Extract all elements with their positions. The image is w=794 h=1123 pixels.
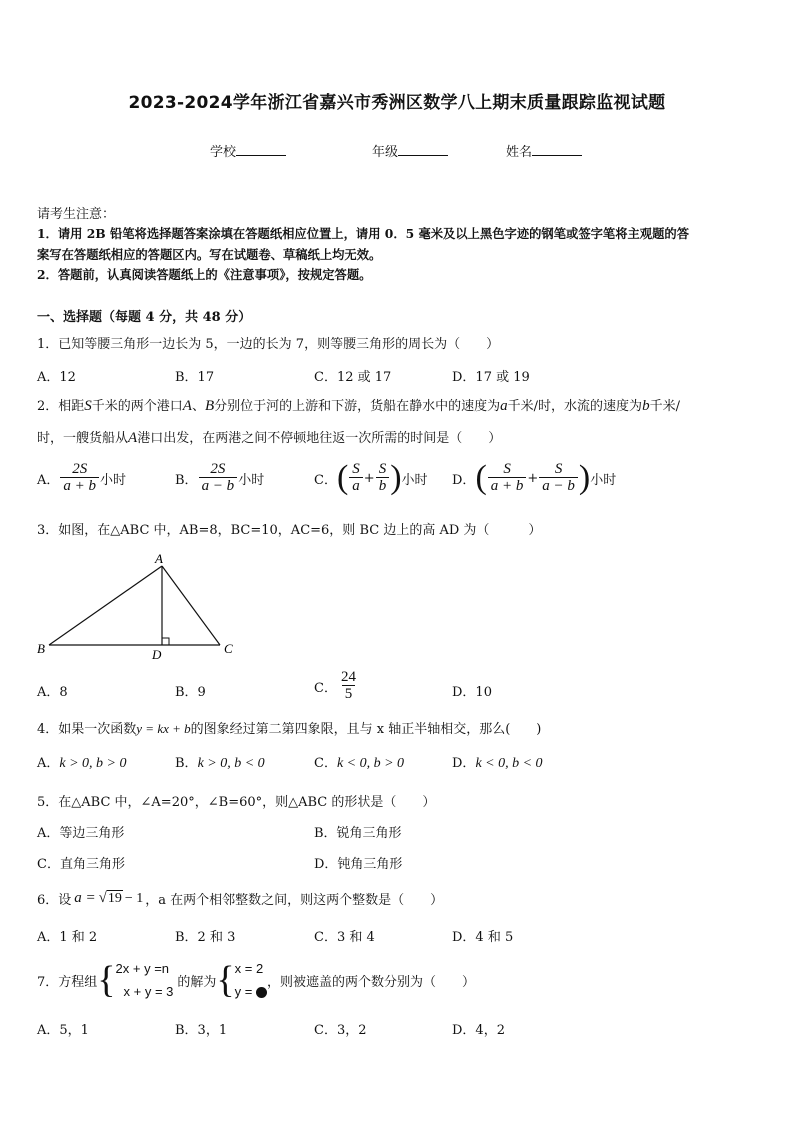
q2-option-a: A． $\frac{2S}{a + b}$ 小时 [37,461,127,494]
school-label: 学校 [210,145,237,160]
equation-system: 2x + y =n x + y = 3 [115,961,174,999]
covered-value-dot [256,987,267,998]
solution-brace: { [216,959,235,1001]
q4-stem: 4．如果一次函数y = kx + b的图象经过第二第四象限，且与 x 轴正半轴相交，那么( ) [37,721,542,737]
name-blank [532,143,582,156]
q7-option-d: D．4，2 [452,1023,505,1038]
page-title: 2023-2024学年浙江省嘉兴市秀洲区数学八上期末质量跟踪监视试题 [128,93,666,113]
q7-option-a: A．5，1 [37,1023,89,1038]
notice-line-1a: 1．请用 2B 铅笔将选择题答案涂填在答题纸相应位置上，请用 0．5 毫米及以上黑色字迹的钢笔或签字笔将主观题的答 [37,226,689,241]
q5-option-c: C．直角三角形 [37,857,125,872]
system-brace: { [97,959,116,1001]
q3-option-b: B．9 [175,685,206,700]
q2-stem-line1: 2．相距S千米的两个港口A、B分别位于河的上游和下游，货船在静水中的速度为a千米/时，水流的速度为b千米/ [37,398,680,414]
q5-option-a: A．等边三角形 [37,826,125,841]
vertex-label-c: C [224,641,233,656]
name-label: 姓名 [506,145,533,160]
q3-option-c: C． $\frac{24}{5}$ [314,669,356,702]
q5-option-b: B．锐角三角形 [314,826,402,841]
school-field [210,141,286,160]
vertex-label-a: A [155,551,163,566]
q6-stem: 6．设 a = √ 19 − 1 ，a 在两个相邻整数之间，则这两个整数是（ ） [37,890,444,908]
school-blank [236,143,286,156]
q4-option-a: A．k > 0, b > 0 [37,756,127,771]
sqrt-sign: √ [98,890,107,906]
notice-line-1b: 案写在答题纸相应的答题区内。写在试题卷、草稿纸上均无效。 [37,247,382,262]
q1-stem: 1．已知等腰三角形一边长为 5，一边的长为 7，则等腰三角形的周长为（ ） [37,337,500,352]
notice-heading: 请考生注意： [37,207,116,222]
q1-option-a: A．12 [37,370,76,385]
triangle-figure [30,550,250,665]
q3-option-a: A．8 [37,685,68,700]
grade-label: 年级 [372,145,399,160]
q1-option-b: B．17 [175,370,215,385]
q3-stem: 3．如图，在△ABC 中，AB=8，BC=10，AC=6，则 BC 边上的高 AD 为（ ） [37,523,542,538]
q2-option-b: B． $\frac{2S}{a - b}$ 小时 [175,461,265,494]
q4-option-b: B．k > 0, b < 0 [175,756,265,771]
q5-option-d: D．钝角三角形 [314,857,403,872]
grade-field [372,141,448,160]
q2-option-c: C． ( $\frac{S}{a}$ + $\frac{S}{b}$ ) 小时 [314,459,428,496]
q4-option-c: C．k < 0, b > 0 [314,756,405,771]
notice-line-2: 2．答题前，认真阅读答题纸上的《注意事项》，按规定答题。 [37,267,372,282]
q1-option-d: D．17 或 19 [452,370,530,385]
q2-stem-line2: 时，一艘货船从A港口出发，在两港之间不停顿地往返一次所需的时间是（ ） [37,430,502,446]
q3-option-d: D．10 [452,685,492,700]
q7-stem: 7．方程组 { 2x + y =n x + y = 3 的解为 { x = 2 y = ，则被遮盖的两个数分别为（ ） [37,959,476,1001]
q6-option-b: B．2 和 3 [175,930,236,945]
name-field [506,141,582,160]
q4-option-d: D．k < 0, b < 0 [452,756,543,771]
side-ac [162,566,220,645]
right-angle-mark [162,638,169,645]
q6-option-a: A．1 和 2 [37,930,98,945]
side-ab [49,566,162,645]
q6-option-d: D．4 和 5 [452,930,514,945]
point-label-d: D [152,647,162,662]
grade-blank [398,143,448,156]
q2-option-d: D． ( $\frac{S}{a + b}$ + $\frac{S}{a - b}$ ) 小时 [452,459,617,496]
vertex-label-b: B [37,641,45,656]
q1-option-c: C．12 或 17 [314,370,392,385]
q6-option-c: C．3 和 4 [314,930,375,945]
q7-option-b: B．3，1 [175,1023,228,1038]
q5-stem: 5．在△ABC 中，∠A=20°，∠B=60°，则△ABC 的形状是（ ） [37,795,436,810]
solution-system: x = 2 y = [235,957,267,1003]
section-heading: 一、选择题（每题 4 分，共 48 分） [37,310,252,325]
q7-option-c: C．3，2 [314,1023,367,1038]
